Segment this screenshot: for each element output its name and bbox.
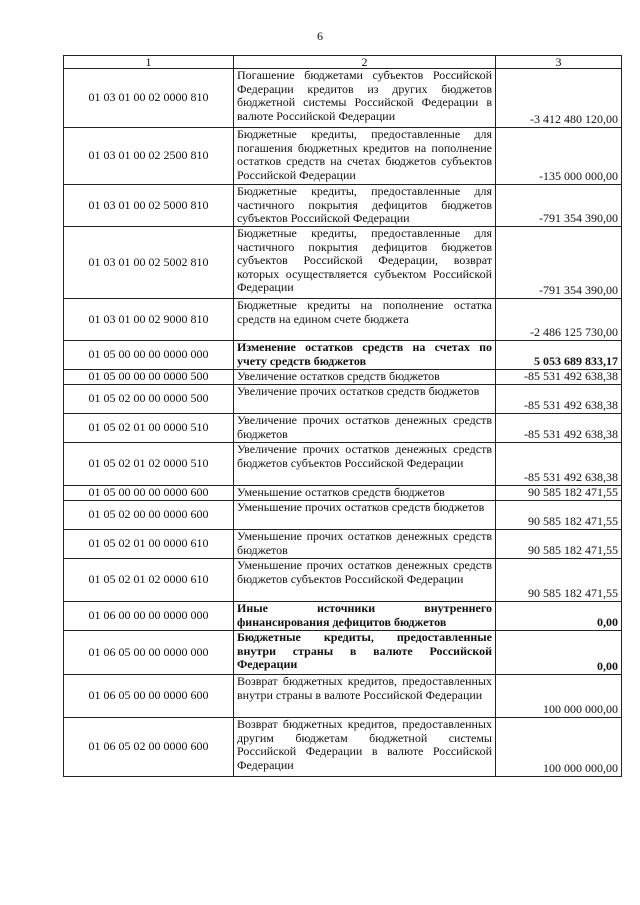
source-name-cell: Погашение бюджетами субъектов Российской Федерации кредитов из других бюджетов бюджетной системы Российской Федерации в валюте Российской Федерации <box>234 69 496 128</box>
budget-code-cell: 01 05 00 00 00 0000 500 <box>64 370 234 385</box>
budget-code-cell: 01 05 02 01 02 0000 510 <box>64 443 234 486</box>
table-row <box>64 227 622 299</box>
source-name-cell: Уменьшение остатков средств бюджетов <box>234 486 496 501</box>
source-name-cell: Увеличение остатков средств бюджетов <box>234 370 496 385</box>
table-row <box>64 530 622 559</box>
budget-code-cell: 01 05 00 00 00 0000 600 <box>64 486 234 501</box>
source-name-cell: Возврат бюджетных кредитов, предоставленных внутри страны в валюте Российской Федерации <box>234 675 496 718</box>
table-row <box>64 185 622 227</box>
budget-code-cell: 01 03 01 00 02 0000 810 <box>64 69 234 128</box>
table-row <box>64 128 622 185</box>
table-row <box>64 341 622 370</box>
page-number: 6 <box>317 29 323 43</box>
budget-code-cell: 01 06 00 00 00 0000 000 <box>64 602 234 631</box>
source-name-cell: Бюджетные кредиты, предоставленные для частичного покрытия дефицитов бюджетов субъектов Российской Федерации <box>234 185 496 227</box>
amount-cell: 90 585 182 471,55 <box>496 486 622 501</box>
budget-code-cell: 01 05 02 00 00 0000 600 <box>64 501 234 530</box>
budget-code-cell: 01 05 02 01 00 0000 610 <box>64 530 234 559</box>
table-row <box>64 501 622 530</box>
source-name-cell: Возврат бюджетных кредитов, предоставленных другим бюджетам бюджетной системы Российской Федерации в валюте Российской Федерации <box>234 718 496 777</box>
amount-cell: -85 531 492 638,38 <box>496 443 622 486</box>
amount-cell: 0,00 <box>496 631 622 675</box>
budget-code-cell: 01 03 01 00 02 9000 810 <box>64 299 234 341</box>
amount-cell: 0,00 <box>496 602 622 631</box>
budget-code-cell: 01 03 01 00 02 2500 810 <box>64 128 234 185</box>
budget-code-cell: 01 05 02 01 02 0000 610 <box>64 559 234 602</box>
budget-code-cell: 01 05 02 00 00 0000 500 <box>64 385 234 414</box>
amount-cell: -135 000 000,00 <box>496 128 622 185</box>
source-name-cell: Уменьшение прочих остатков средств бюджетов <box>234 501 496 530</box>
source-name-cell: Уменьшение прочих остатков денежных средств бюджетов <box>234 530 496 559</box>
budget-code-cell: 01 06 05 02 00 0000 600 <box>64 718 234 777</box>
budget-code-cell: 01 06 05 00 00 0000 000 <box>64 631 234 675</box>
amount-cell: -2 486 125 730,00 <box>496 299 622 341</box>
source-name-cell: Изменение остатков средств на счетах по учету средств бюджетов <box>234 341 496 370</box>
amount-cell: 90 585 182 471,55 <box>496 501 622 530</box>
amount-cell: -85 531 492 638,38 <box>496 414 622 443</box>
table-row <box>64 631 622 675</box>
source-name-cell: Увеличение прочих остатков денежных средств бюджетов <box>234 414 496 443</box>
table-row <box>64 69 622 128</box>
source-name-cell: Бюджетные кредиты, предоставленные внутри страны в валюте Российской Федерации <box>234 631 496 675</box>
amount-cell: 90 585 182 471,55 <box>496 559 622 602</box>
budget-code-cell: 01 03 01 00 02 5000 810 <box>64 185 234 227</box>
budget-code-cell: 01 03 01 00 02 5002 810 <box>64 227 234 299</box>
budget-code-cell: 01 06 05 00 00 0000 600 <box>64 675 234 718</box>
source-name-cell: Увеличение прочих остатков средств бюджетов <box>234 385 496 414</box>
source-name-cell: Бюджетные кредиты на пополнение остатка средств на едином счете бюджета <box>234 299 496 341</box>
table-header-row <box>64 56 622 69</box>
source-name-cell: Иные источники внутреннего финансирования дефицитов бюджетов <box>234 602 496 631</box>
column-header: 1 <box>64 56 234 69</box>
table-row <box>64 414 622 443</box>
table-row <box>64 486 622 501</box>
amount-cell: -791 354 390,00 <box>496 185 622 227</box>
amount-cell: -791 354 390,00 <box>496 227 622 299</box>
sources-of-financing-table <box>63 55 622 777</box>
table-row <box>64 370 622 385</box>
source-name-cell: Бюджетные кредиты, предоставленные для частичного покрытия дефицитов бюджетов субъектов Российской Федерации, возврат которых осуществляется субъектом Российской Федерации <box>234 227 496 299</box>
source-name-cell: Увеличение прочих остатков денежных средств бюджетов субъектов Российской Федерации <box>234 443 496 486</box>
budget-code-cell: 01 05 00 00 00 0000 000 <box>64 341 234 370</box>
amount-cell: -85 531 492 638,38 <box>496 385 622 414</box>
table-body <box>64 69 622 777</box>
table-row <box>64 602 622 631</box>
amount-cell: -85 531 492 638,38 <box>496 370 622 385</box>
table-row <box>64 443 622 486</box>
amount-cell: 100 000 000,00 <box>496 718 622 777</box>
amount-cell: 90 585 182 471,55 <box>496 530 622 559</box>
table-row <box>64 385 622 414</box>
column-header: 2 <box>234 56 496 69</box>
source-name-cell: Бюджетные кредиты, предоставленные для погашения бюджетных кредитов на пополнение остатков средств на счетах бюджетов субъектов Российской Федерации <box>234 128 496 185</box>
table-row <box>64 675 622 718</box>
source-name-cell: Уменьшение прочих остатков денежных средств бюджетов субъектов Российской Федерации <box>234 559 496 602</box>
budget-code-cell: 01 05 02 01 00 0000 510 <box>64 414 234 443</box>
amount-cell: -3 412 480 120,00 <box>496 69 622 128</box>
column-header: 3 <box>496 56 622 69</box>
table-row <box>64 718 622 777</box>
table-row <box>64 559 622 602</box>
table-row <box>64 299 622 341</box>
amount-cell: 5 053 689 833,17 <box>496 341 622 370</box>
amount-cell: 100 000 000,00 <box>496 675 622 718</box>
